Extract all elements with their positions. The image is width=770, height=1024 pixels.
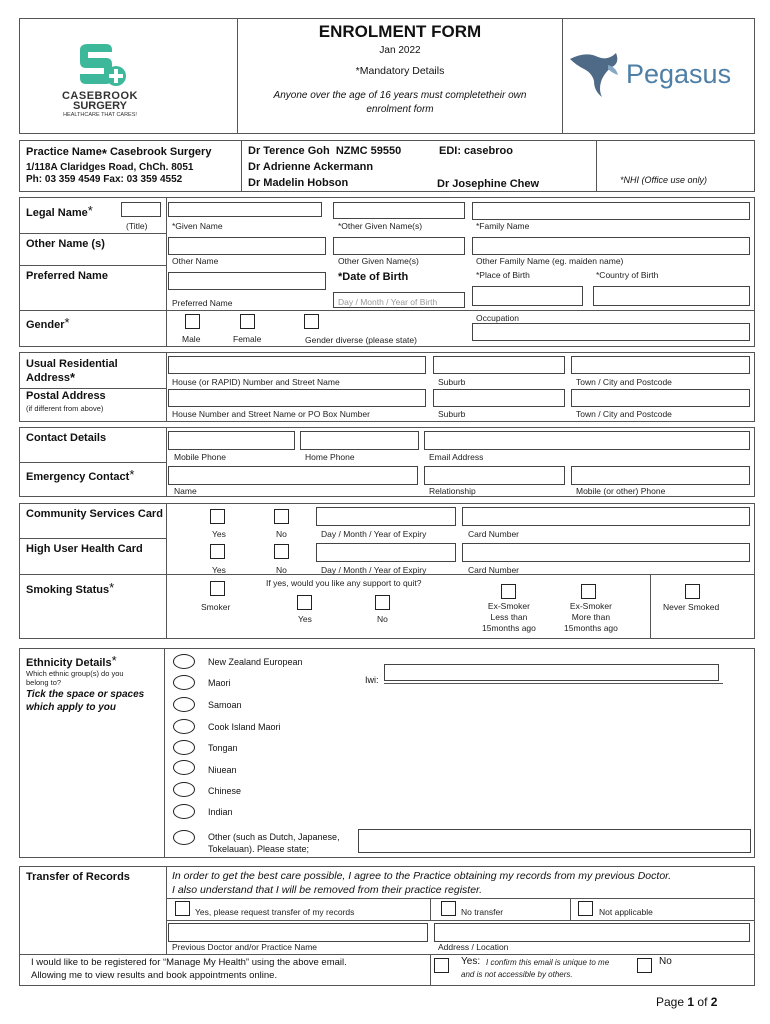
postal-suburb-caption: Suburb: [438, 409, 466, 419]
usual-address-label: Usual Residential Address*: [26, 358, 118, 385]
gender-diverse-caption: Gender diverse (please state): [305, 335, 417, 345]
logo-tagline: HEALTHCARE THAT CARES!: [63, 112, 137, 118]
quit-yes-caption: Yes: [298, 614, 312, 624]
never-smoked-caption: Never Smoked: [663, 602, 720, 612]
practice-name-row: Practice Name* Casebrook Surgery: [26, 146, 212, 161]
ethnicity-other-label-2: Tokelauan). Please state;: [208, 844, 310, 854]
dob-placeholder: Day / Month / Year of Birth: [338, 297, 438, 307]
other-given-name-input[interactable]: [333, 202, 465, 219]
occupation-input[interactable]: [472, 323, 750, 341]
csc-yes-caption: Yes: [212, 529, 226, 539]
gender-label: Gender: [26, 319, 65, 331]
place-of-birth-input[interactable]: [472, 286, 583, 306]
other-given-caption: *Other Given Name(s): [338, 221, 423, 231]
usual-address-label-1: Usual Residential: [26, 358, 118, 370]
ethnicity-sub-1: Which ethnic group(s) do you: [26, 669, 124, 678]
ethnicity-nz-european-radio[interactable]: [173, 654, 195, 669]
ethnicity-niuean-radio[interactable]: [173, 760, 195, 775]
dob-label: *Date of Birth: [338, 271, 409, 283]
usual-town-caption: Town / City and Postcode: [576, 377, 672, 387]
logo-casebrook-text: CASEBROOK: [61, 90, 138, 102]
given-name-input[interactable]: [168, 202, 322, 217]
postal-town-caption: Town / City and Postcode: [576, 409, 672, 419]
mmh-no-label: No: [659, 956, 672, 967]
form-date: Jan 2022: [379, 45, 421, 56]
transfer-no-caption: No transfer: [461, 907, 504, 917]
emergency-contact-label: Emergency Contact: [26, 471, 130, 483]
ethnicity-sub-2: belong to?: [26, 678, 62, 687]
csc-number-caption: Card Number: [468, 529, 520, 539]
home-phone-input[interactable]: [300, 431, 419, 450]
gender-male-checkbox[interactable]: [185, 314, 200, 329]
previous-address-input[interactable]: [434, 923, 750, 942]
quit-no-checkbox[interactable]: [375, 595, 390, 610]
high-user-label: High User Health Card: [26, 543, 143, 555]
transfer-na-checkbox[interactable]: [578, 901, 593, 916]
page-current: 1: [687, 995, 695, 1009]
quit-no-caption: No: [377, 614, 388, 624]
csc-no-caption: No: [276, 529, 287, 539]
practice-name-label: Practice Name: [26, 146, 102, 158]
ethnicity-maori-radio[interactable]: [173, 675, 195, 690]
ethnicity-cook-island-radio[interactable]: [173, 719, 195, 734]
ethnicity-maori-label: Maori: [208, 678, 231, 688]
ethnicity-nz-european-label: New Zealand European: [208, 657, 303, 667]
gender-female-caption: Female: [233, 334, 262, 344]
ethnicity-tick-2: which apply to you: [26, 702, 117, 713]
smoker-caption: Smoker: [201, 602, 231, 612]
ethnicity-other-radio[interactable]: [173, 830, 195, 845]
page-total: 2: [710, 995, 718, 1009]
relationship-caption: Relationship: [429, 486, 476, 496]
never-smoked-checkbox[interactable]: [685, 584, 700, 599]
postal-address-label: Postal Address: [26, 390, 106, 402]
postal-town-input[interactable]: [571, 389, 750, 407]
smoking-status-label: Smoking Status: [26, 584, 110, 596]
mmh-yes-checkbox[interactable]: [434, 958, 449, 973]
ethnicity-other-label-1: Other (such as Dutch, Japanese,: [208, 832, 340, 842]
postal-address-sub: (if different from above): [26, 404, 104, 413]
hu-no-checkbox[interactable]: [274, 544, 289, 559]
usual-house-input[interactable]: [168, 356, 426, 374]
preferred-name-label: Preferred Name: [26, 270, 108, 282]
iwi-label: Iwi:: [365, 675, 379, 685]
emergency-row: Emergency Contact*: [26, 467, 135, 483]
doctor-2: Dr Adrienne Ackermann: [248, 161, 374, 173]
usual-town-input[interactable]: [571, 356, 750, 374]
transfer-yes-checkbox[interactable]: [175, 901, 190, 916]
given-name-caption: *Given Name: [172, 221, 223, 231]
pegasus-logo: [568, 45, 753, 105]
casebrook-logo-icon: [50, 42, 150, 92]
ethnicity-label: Ethnicity Details: [26, 657, 112, 669]
csc-yes-checkbox[interactable]: [210, 509, 225, 524]
transfer-label: Transfer of Records: [26, 871, 130, 883]
ethnicity-samoan-label: Samoan: [208, 700, 242, 710]
ethnicity-tongan-label: Tongan: [208, 743, 238, 753]
email-caption: Email Address: [429, 452, 484, 462]
mmh-no-checkbox[interactable]: [637, 958, 652, 973]
previous-doctor-caption: Previous Doctor and/or Practice Name: [172, 942, 318, 952]
doctor-1: Dr Terence Goh NZMC 59550: [248, 145, 402, 157]
email-input[interactable]: [424, 431, 750, 450]
postal-house-input[interactable]: [168, 389, 426, 407]
csc-label: Community Services Card: [26, 508, 163, 520]
other-given-names-input[interactable]: [333, 237, 465, 255]
mobile-phone-input[interactable]: [168, 431, 295, 450]
ex-smoker-more-caption: Ex-Smoker More than 15months ago: [564, 601, 618, 633]
form-title: ENROLMENT FORM: [318, 22, 482, 41]
postal-house-caption: House Number and Street Name or PO Box Number: [172, 409, 370, 419]
emergency-phone-input[interactable]: [571, 466, 750, 485]
mobile-phone-caption: Mobile Phone: [174, 452, 226, 462]
practice-address: 1/118A Claridges Road, ChCh. 8051: [26, 162, 194, 173]
hu-yes-checkbox[interactable]: [210, 544, 225, 559]
page-number: [656, 995, 717, 1009]
page-of: of: [697, 995, 708, 1009]
title-input[interactable]: [121, 202, 161, 217]
transfer-no-checkbox[interactable]: [441, 901, 456, 916]
edi-code: EDI: casebroo: [439, 145, 513, 157]
ex-smoker-more-checkbox[interactable]: [581, 584, 596, 599]
gender-row: Gender*: [26, 315, 70, 331]
mmh-text-2: Allowing me to view results and book appointments online.: [31, 970, 278, 981]
smoker-checkbox[interactable]: [210, 581, 225, 596]
gender-male-caption: Male: [182, 334, 201, 344]
smoking-row: Smoking Status*: [26, 580, 115, 596]
other-name-caption: Other Name: [172, 256, 219, 266]
doctor-4: Dr Josephine Chew: [437, 178, 540, 190]
csc-number-input[interactable]: [462, 507, 750, 526]
ethnicity-row: Ethnicity Details*: [26, 653, 117, 669]
quit-question: If yes, would you like any support to quit?: [266, 578, 422, 588]
other-name-input[interactable]: [168, 237, 326, 255]
home-phone-caption: Home Phone: [305, 452, 355, 462]
emergency-name-caption: Name: [174, 486, 197, 496]
hu-number-caption: Card Number: [468, 565, 520, 575]
mmh-text-1: I would like to be registered for “Manage My Health” using the above email.: [31, 957, 347, 968]
ethnicity-niuean-label: Niuean: [208, 765, 237, 775]
usual-house-caption: House (or RAPID) Number and Street Name: [172, 377, 340, 387]
contact-details-label: Contact Details: [26, 432, 107, 444]
hu-yes-caption: Yes: [212, 565, 226, 575]
transfer-na-caption: Not applicable: [599, 907, 653, 917]
logo-surgery-text: SURGERY: [73, 100, 127, 112]
postal-suburb-input[interactable]: [433, 389, 565, 407]
transfer-text-1: In order to get the best care possible, I agree to the Practice obtaining my records from my previous Doctor.: [172, 870, 672, 882]
mmh-confirm-2: and is not accessible by others.: [461, 970, 573, 979]
gender-diverse-checkbox[interactable]: [304, 314, 319, 329]
mmh-confirm-1: I confirm this email is unique to me: [486, 958, 610, 967]
ethnicity-indian-radio[interactable]: [173, 804, 195, 819]
legal-name-label: Legal Name: [26, 207, 88, 219]
ethnicity-cook-island-label: Cook Island Maori: [208, 722, 281, 732]
pegasus-text: Pegasus: [626, 59, 732, 89]
title-caption: (Title): [126, 221, 148, 231]
ethnicity-tongan-radio[interactable]: [173, 740, 195, 755]
country-of-birth-input[interactable]: [593, 286, 750, 306]
page-word: Page: [656, 995, 685, 1009]
preferred-name-input[interactable]: [168, 272, 326, 290]
ex-smoker-less-caption: Ex-Smoker Less than 15months ago: [482, 601, 536, 633]
iwi-input[interactable]: [384, 664, 719, 681]
ethnicity-samoan-radio[interactable]: [173, 697, 195, 712]
emergency-name-input[interactable]: [168, 466, 418, 485]
ethnicity-chinese-label: Chinese: [208, 786, 242, 796]
usual-suburb-input[interactable]: [433, 356, 565, 374]
csc-expiry-input[interactable]: [316, 507, 456, 526]
ethnicity-chinese-radio[interactable]: [173, 782, 195, 797]
mandatory-note: *Mandatory Details: [355, 65, 445, 77]
csc-no-checkbox[interactable]: [274, 509, 289, 524]
practice-phone: Ph: 03 359 4549 Fax: 03 359 4552: [26, 174, 183, 185]
other-family-name-input[interactable]: [472, 237, 750, 255]
other-given-names-caption: Other Given Name(s): [338, 256, 419, 266]
other-family-caption: Other Family Name (eg. maiden name): [476, 256, 624, 266]
occupation-caption: Occupation: [476, 313, 519, 323]
hu-expiry-input[interactable]: [316, 543, 456, 562]
quit-yes-checkbox[interactable]: [297, 595, 312, 610]
previous-doctor-input[interactable]: [168, 923, 428, 942]
ethnicity-indian-label: Indian: [208, 807, 233, 817]
hu-expiry-caption: Day / Month / Year of Expiry: [321, 565, 427, 575]
doctor-3: Dr Madelin Hobson: [248, 177, 349, 189]
casebrook-logo: [50, 42, 150, 122]
transfer-text-2: I also understand that I will be removed from their practice register.: [172, 884, 483, 896]
family-name-input[interactable]: [472, 202, 750, 220]
hu-number-input[interactable]: [462, 543, 750, 562]
gender-female-checkbox[interactable]: [240, 314, 255, 329]
preferred-name-caption: Preferred Name: [172, 298, 233, 308]
place-of-birth-caption: *Place of Birth: [476, 270, 530, 280]
ethnicity-other-input[interactable]: [358, 829, 751, 853]
country-of-birth-caption: *Country of Birth: [596, 270, 659, 280]
transfer-yes-caption: Yes, please request transfer of my records: [195, 907, 355, 917]
legal-name-row: Legal Name*: [26, 203, 93, 219]
pegasus-logo-icon: [568, 45, 628, 100]
mmh-yes-label: Yes:: [461, 956, 481, 967]
family-name-caption: *Family Name: [476, 221, 530, 231]
usual-suburb-caption: Suburb: [438, 377, 466, 387]
ethnicity-tick-1: Tick the space or spaces: [26, 689, 145, 700]
relationship-input[interactable]: [424, 466, 565, 485]
usual-address-label-2: Address: [26, 372, 71, 384]
nhi-label: *NHI (Office use only): [620, 175, 708, 185]
ex-smoker-less-checkbox[interactable]: [501, 584, 516, 599]
other-name-label: Other Name (s): [26, 238, 105, 250]
practice-name-value: Casebrook Surgery: [109, 146, 212, 158]
hu-no-caption: No: [276, 565, 287, 575]
csc-expiry-caption: Day / Month / Year of Expiry: [321, 529, 427, 539]
age-notice: Anyone over the age of 16 years must completetheir own enrolment form: [273, 90, 527, 115]
emergency-phone-caption: Mobile (or other) Phone: [576, 486, 666, 496]
previous-address-caption: Address / Location: [438, 942, 509, 952]
